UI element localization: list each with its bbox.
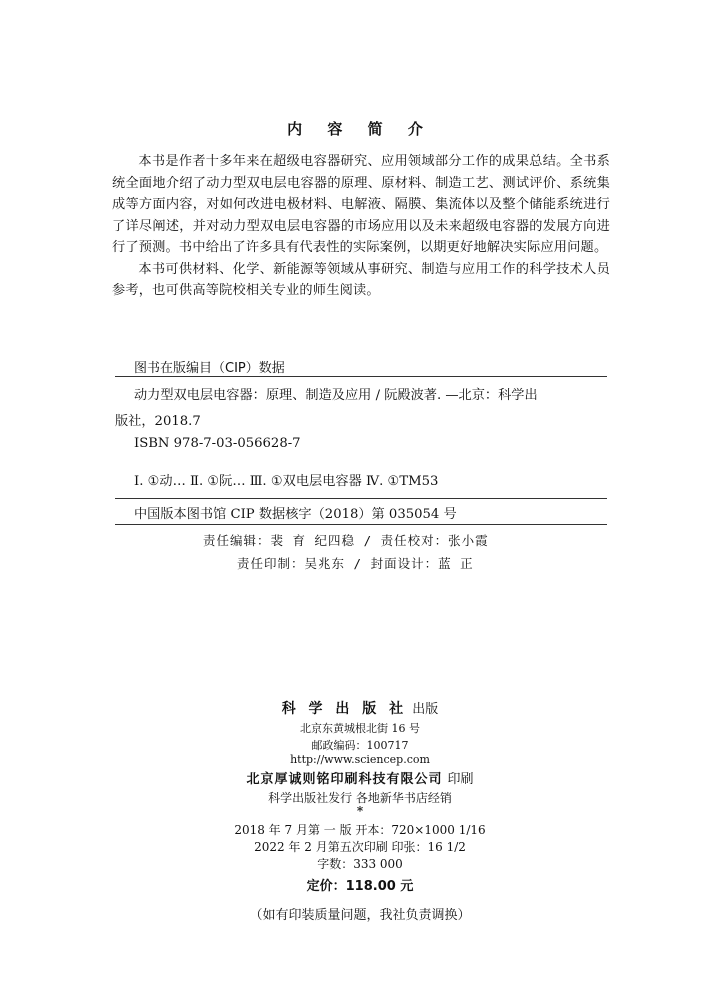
publisher-name: 科 学 出 版 社 — [281, 701, 408, 717]
summary-paragraph-2: 本书可供材料、化学、新能源等领域从事研究、制造与应用工作的科学技术人员参考，也可供高等院校相关专业的师生阅读。 — [112, 261, 610, 298]
staff-printing-design: 责任印制：吴兆东 / 封面设计：蓝 正 — [237, 556, 474, 571]
publisher-address: 北京东黄城根北街 16 号 — [300, 722, 420, 735]
word-count: 字数：333 000 — [317, 857, 403, 871]
price: 定价：118.00 元 — [306, 879, 414, 894]
printing-info: 2022 年 2 月第五次印刷 印张：16 1/2 — [254, 840, 466, 854]
quality-note: （如有印装质量问题，我社负责调换） — [249, 908, 471, 923]
distribution: 科学出版社发行 各地新华书店经销 — [268, 791, 452, 805]
publisher-suffix: 出版 — [412, 702, 439, 717]
cip-title-line: 动力型双电层电容器：原理、制造及应用 / 阮殿波著. —北京：科学出 — [134, 388, 538, 403]
printer-line — [0, 768, 720, 787]
publisher-postcode: 邮政编码：100717 — [311, 739, 409, 752]
cip-middle-rule — [115, 498, 607, 499]
cip-classification: Ⅰ. ①动… Ⅱ. ①阮… Ⅲ. ①双电层电容器 Ⅳ. ①TM53 — [134, 474, 439, 489]
publisher-website: http://www.sciencep.com — [290, 753, 430, 766]
cip-bottom-rule — [115, 524, 607, 525]
cip-top-rule — [115, 376, 607, 377]
page-title: 内 容 简 介 — [287, 120, 433, 138]
summary-text — [112, 151, 610, 302]
cip-title-line-2: 版社，2018.7 — [115, 414, 201, 429]
cip-isbn: ISBN 978-7-03-056628-7 — [134, 436, 301, 451]
summary-paragraph-1: 本书是作者十多年来在超级电容器研究、应用领域部分工作的成果总结。全书系统全面地介绍了动力型双电层电容器的原理、原材料、制造工艺、测试评价、系统集成等方面内容，对如何改进电极材料、电解液、隔膜、集流体以及整个储能系统进行了详尽阐述，并对动力型双电层电容器的市场应用以及未来超级电容器的发展方向进行了预测。书中给出了许多具有代表性的实际案例，以期更好地解决实际应用问题。 — [112, 154, 610, 255]
printer-suffix: 印刷 — [447, 772, 474, 787]
edition-info: 2018 年 7 月第 一 版 开本：720×1000 1/16 — [234, 823, 486, 837]
staff-editors: 责任编辑：裴 育 纪四稳 / 责任校对：张小霞 — [203, 533, 489, 548]
cip-number: 中国版本图书馆 CIP 数据核字（2018）第 035054 号 — [134, 507, 457, 522]
cip-heading: 图书在版编目（CIP）数据 — [134, 361, 285, 376]
separator-star: * — [356, 804, 364, 818]
printer-name: 北京厚诚则铭印刷科技有限公司 — [246, 772, 443, 787]
publisher-line — [0, 698, 720, 718]
